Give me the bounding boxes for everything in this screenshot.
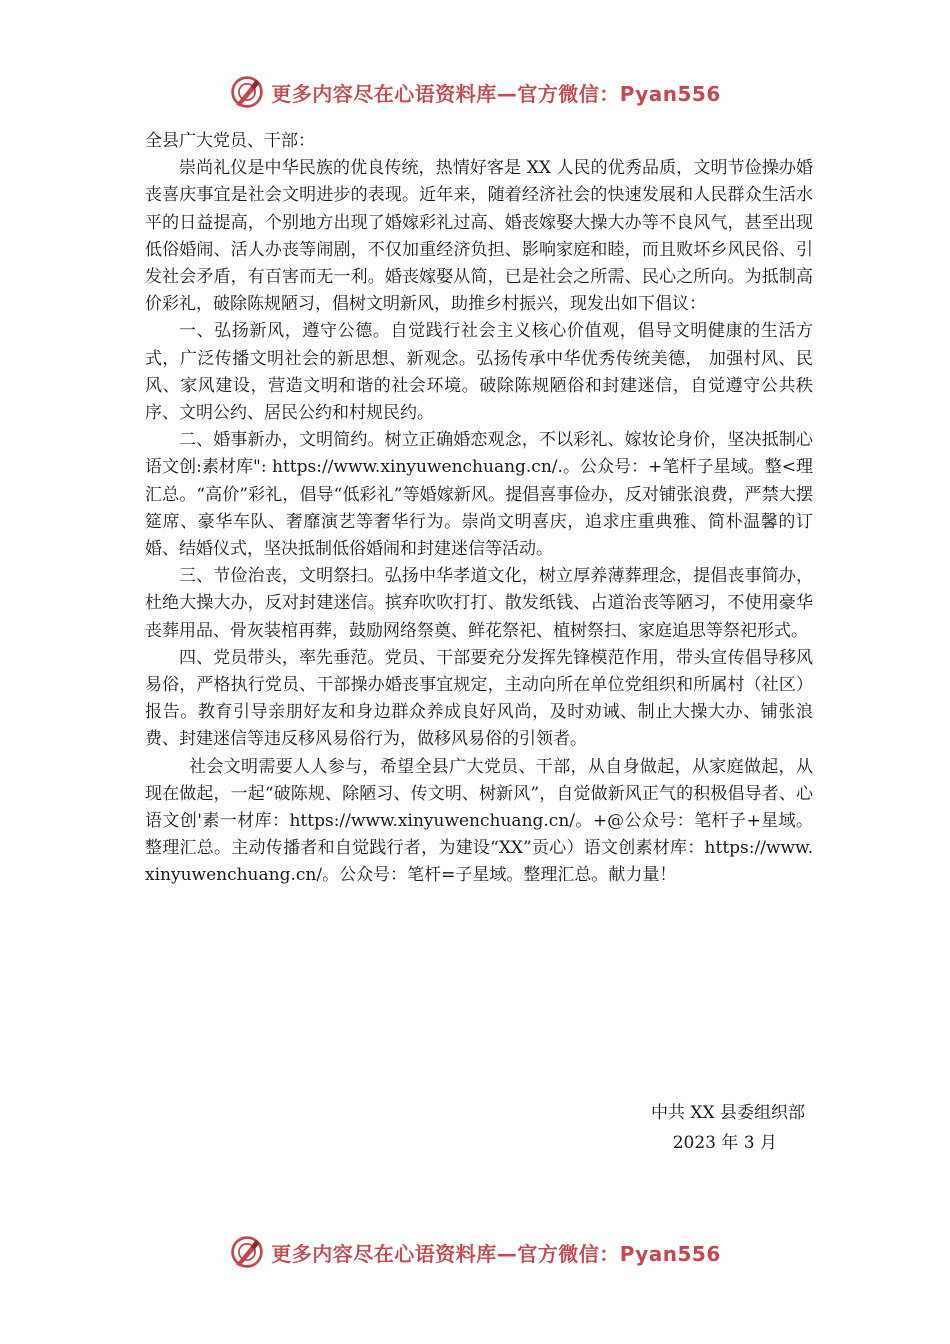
- paragraph-closing: 社会文明需要人人参与，希望全县广大党员、干部，从自身做起，从家庭做起，从现在做起，一起“破陈规、除陋习、传文明、树新风”，自觉做新风正气的积极倡导者、心语文创'素一材库：https://www.xinyuwenchuang.cn/。+@公众号：笔杆子+星域。整理汇总。主动传播者和自觉践行者，为建设“XX”贡心）语文创素材库：https://www.xinyuwenchuang.cn/。公众号：笔杆=子星域。整理汇总。献力量！: [145, 756, 813, 886]
- banner-inner: [229, 1234, 721, 1270]
- banner-text: 更多内容尽在心语资料库—官方微信：Pyan556: [271, 1241, 721, 1266]
- pen-logo-icon: [229, 1234, 265, 1270]
- paragraph-four: 四、党员带头，率先垂范。党员、干部要充分发挥先锋模范作用，带头宣传倡导移风易俗，严格执行党员、干部操办婚丧事宜规定，主动向所在单位党组织和所属村（社区）报告。教育引导亲朋好友和身边群众养成良好风尚，及时劝诫、制止大操大办、铺张浪费、封建迷信等违反移风易俗行为，做移风易俗的引领者。: [145, 647, 813, 750]
- footer-banner: [0, 1230, 950, 1274]
- banner-inner: [229, 74, 721, 110]
- header-banner: [0, 70, 950, 114]
- paragraph-two: 二、婚事新办，文明简约。树立正确婚恋观念，不以彩礼、嫁妆论身价，坚决抵制心语文创:素材库": https://www.xinyuwenchuang.cn/.。公众号：+笔杆子星域。整<理汇总。“高价”彩礼，倡导“低彩礼”等婚嫁新风。提倡喜事俭办，反对铺张浪费，严禁大摆筵席、豪华车队、奢靡演艺等奢华行为。崇尚文明喜庆，追求庄重典雅、简朴温馨的订婚、结婚仪式，坚决抵制低俗婚闹和封建迷信等活动。: [145, 430, 813, 560]
- signature-date: 2023 年 3 月: [672, 1133, 777, 1153]
- letter-body: [145, 128, 813, 890]
- paragraph-three: 三、节俭治丧，文明祭扫。弘扬中华孝道文化，树立厚养薄葬理念，提倡丧事简办，杜绝大操大办，反对封建迷信。摈弃吹吹打打、散发纸钱、占道治丧等陋习，不使用豪华丧葬用品、骨灰装棺再葬，鼓励网络祭奠、鲜花祭祀、植树祭扫、家庭追思等祭祀形式。: [145, 566, 813, 641]
- signature-org: 中共 XX 县委组织部: [650, 1103, 805, 1123]
- pen-logo-icon: [229, 74, 265, 110]
- signature-block: [145, 1098, 805, 1158]
- paragraph-intro: 崇尚礼仪是中华民族的优良传统，热情好客是 XX 人民的优秀品质，文明节俭操办婚丧喜庆事宜是社会文明进步的表现。近年来，随着经济社会的快速发展和人民群众生活水平的日益提高，个别地方出现了婚嫁彩礼过高、婚丧嫁娶大操大办等不良风气，甚至出现低俗婚闹、活人办丧等闹剧，不仅加重经济负担、影响家庭和睦，而且败坏乡风民俗、引发社会矛盾，有百害而无一利。婚丧嫁娶从简，已是社会之所需、民心之所向。为抵制高价彩礼，破除陈规陋习，倡树文明新风，助推乡村振兴，现发出如下倡议：: [145, 158, 813, 315]
- banner-text: 更多内容尽在心语资料库—官方微信：Pyan556: [271, 81, 721, 106]
- paragraph-one: 一、弘扬新风，遵守公德。自觉践行社会主义核心价值观，倡导文明健康的生活方式，广泛传播文明社会的新思想、新观念。弘扬传承中华优秀传统美德， 加强村风、民风、家风建设，营造文明和谐的社会环境。破除陈规陋俗和封建迷信，自觉遵守公共秩序、文明公约、居民公约和村规民约。: [145, 321, 813, 424]
- salutation: 全县广大党员、干部：: [145, 131, 315, 151]
